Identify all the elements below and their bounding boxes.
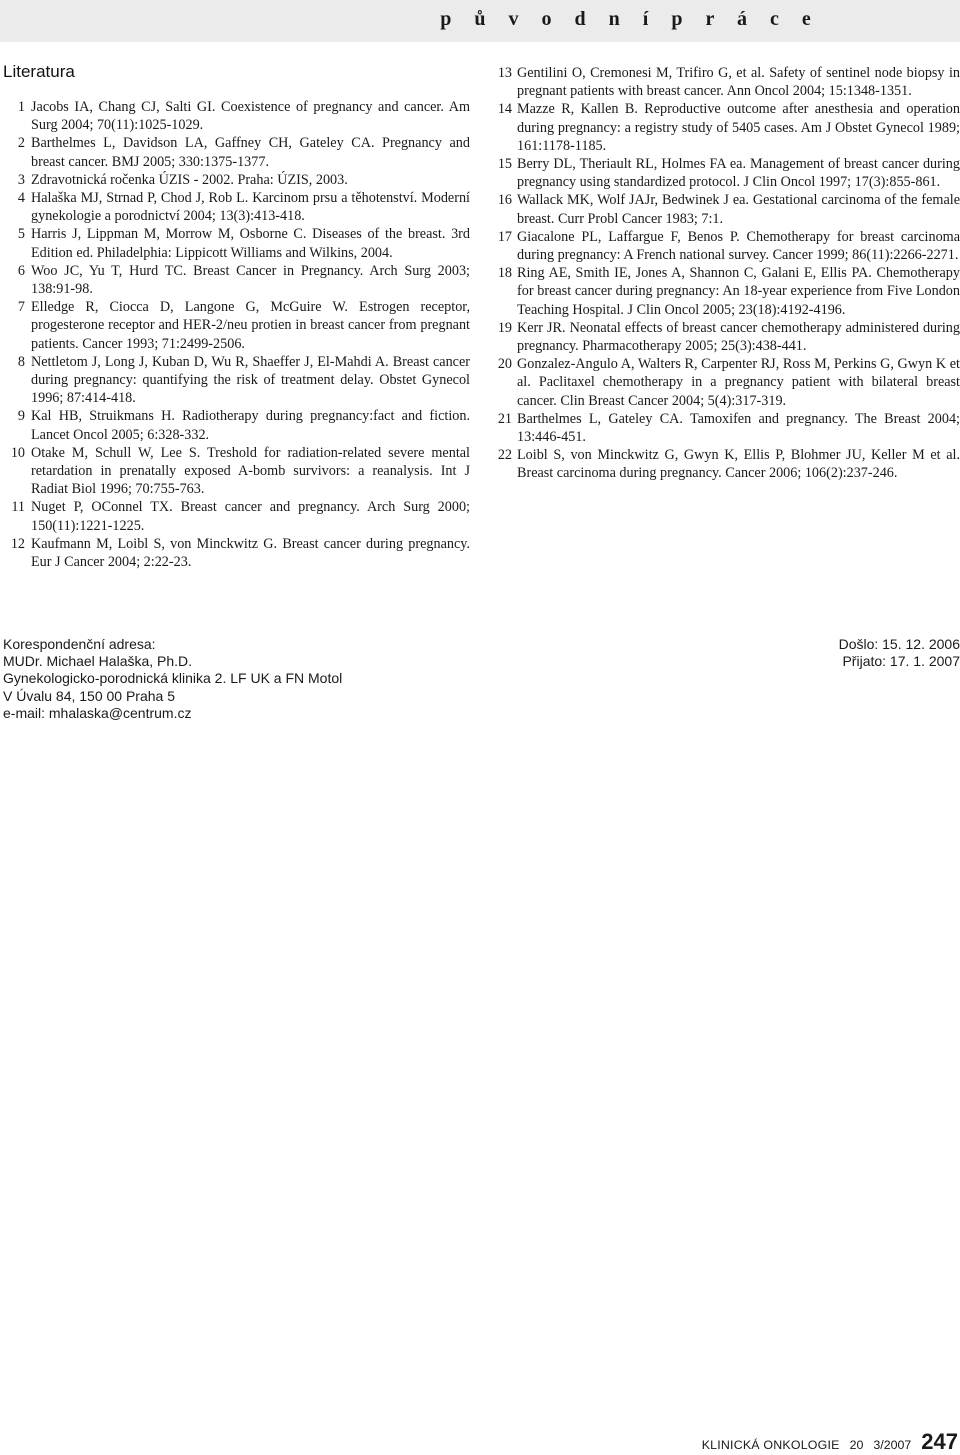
reference-item — [3, 98, 470, 134]
reference-text: Gentilini O, Cremonesi M, Trifiro G, et al. Safety of sentinel node biopsy in pregnant patients with breast cancer. Ann Oncol 2004; 15:1348-1351. — [517, 65, 960, 100]
reference-number: 6 — [17, 262, 25, 279]
reference-text: Mazze R, Kallen B. Reproductive outcome after anesthesia and operation during pregnancy: a registry study of 5405 cases. Am J Obstet Gynecol 1989; 161:1178-1185. — [517, 101, 960, 154]
reference-text: Wallack MK, Wolf JAJr, Bedwinek J ea. Gestational carcinoma of the female breast. Curr Probl Cancer 1983; 7:1. — [517, 192, 960, 227]
references-column-left — [3, 98, 470, 571]
reference-number: 18 — [497, 265, 512, 282]
reference-text: Elledge R, Ciocca D, Langone G, McGuire W. Estrogen receptor, progesterone receptor and HER-2/neu protien in breast cancer from pregnant patients. Cancer 1993; 71:2499-2506. — [31, 299, 470, 352]
reference-number: 4 — [17, 190, 25, 207]
author-institution: Gynekologicko-porodnická klinika 2. LF UK a FN Motol — [3, 670, 343, 687]
reference-number: 2 — [17, 135, 25, 152]
page-footer — [702, 1429, 958, 1455]
reference-item — [3, 225, 470, 261]
reference-item — [492, 228, 960, 264]
reference-number: 13 — [497, 65, 512, 81]
author-email: e-mail: mhalaska@centrum.cz — [3, 704, 192, 721]
reference-item — [3, 407, 470, 443]
reference-number: 15 — [497, 156, 512, 173]
reference-number: 5 — [17, 226, 25, 243]
reference-number: 7 — [17, 299, 25, 316]
correspondence-address — [3, 636, 603, 722]
reference-text: Nettletom J, Long J, Kuban D, Wu R, Shaeffer J, El-Mahdi A. Breast cancer during pregnancy: quantifying the risk of treatment delay. Obstet Gynecol 1996; 87:414-418. — [31, 353, 470, 407]
reference-item — [3, 444, 470, 499]
journal-name: KLINICKÁ ONKOLOGIE — [701, 1438, 840, 1452]
correspondence-label: Korespondenční adresa: — [3, 636, 156, 652]
author-address: V Úvalu 84, 150 00 Praha 5 — [3, 687, 176, 704]
reference-text: Otake M, Schull W, Lee S. Treshold for radiation-related severe mental retardation in prenatally exposed A-bomb survivors: a reanalysis. Int J Radiat Biol 1996; 70:755-763. — [31, 444, 470, 498]
author-name: MUDr. Michael Halaška, Ph.D. — [3, 653, 193, 670]
reference-item — [492, 410, 960, 446]
reference-number: 9 — [17, 408, 25, 425]
received-date: Došlo: 15. 12. 2006 — [838, 636, 960, 652]
reference-number: 1 — [17, 99, 25, 115]
references-heading: Literatura — [3, 62, 75, 81]
reference-item — [492, 264, 960, 319]
reference-text: Kerr JR. Neonatal effects of breast cancer chemotherapy administered during pregnancy. Pharmacotherapy 2005; 25(3):438-441. — [517, 319, 960, 355]
reference-number: 8 — [17, 353, 25, 370]
reference-text: Woo JC, Yu T, Hurd TC. Breast Cancer in Pregnancy. Arch Surg 2003; 138:91-98. — [31, 262, 470, 298]
reference-item — [3, 171, 470, 189]
reference-text: Kal HB, Struikmans H. Radiotherapy during pregnancy:fact and fiction. Lancet Oncol 2005; 6:328-332. — [31, 408, 470, 443]
reference-item — [3, 535, 470, 571]
reference-number: 11 — [11, 499, 25, 516]
reference-text: Halaška MJ, Strnad P, Chod J, Rob L. Karcinom prsu a těhotenství. Moderní gynekologie a porodnictví 2004; 13(3):413-418. — [31, 190, 470, 225]
reference-item — [492, 191, 960, 227]
reference-number: 20 — [497, 356, 512, 373]
reference-text: Zdravotnická ročenka ÚZIS - 2002. Praha: ÚZIS, 2003. — [31, 171, 348, 188]
reference-item — [492, 64, 960, 100]
manuscript-dates — [660, 636, 960, 670]
reference-number: 10 — [10, 444, 25, 461]
accepted-date: Přijato: 17. 1. 2007 — [842, 653, 960, 670]
reference-number: 19 — [497, 319, 512, 336]
page-number: 247 — [921, 1429, 958, 1454]
header-band — [0, 0, 960, 42]
reference-item — [3, 298, 470, 353]
reference-text: Jacobs IA, Chang CJ, Salti GI. Coexistence of pregnancy and cancer. Am Surg 2004; 70(11):1025-1029. — [31, 99, 470, 134]
reference-number: 12 — [10, 535, 25, 552]
reference-item — [492, 446, 960, 482]
reference-text: Loibl S, von Minckwitz G, Gwyn K, Ellis P, Blohmer JU, Keller M et al. Breast carcinoma during pregnancy. Cancer 2006; 106(2):237-246. — [517, 447, 960, 482]
reference-item — [3, 134, 470, 170]
reference-text: Ring AE, Smith IE, Jones A, Shannon C, Galani E, Ellis PA. Chemotherapy for breast cancer during pregnancy: An 18-year experience from Five London Teaching Hospital. J Clin Oncol 2005; 23(18):4192-4196. — [517, 265, 960, 318]
reference-item — [492, 100, 960, 155]
references-column-right — [492, 64, 960, 483]
reference-number: 17 — [497, 228, 512, 245]
reference-item — [3, 353, 470, 408]
reference-number: 22 — [497, 447, 512, 464]
reference-text: Kaufmann M, Loibl S, von Minckwitz G. Breast cancer during pregnancy. Eur J Cancer 2004; 2:22-23. — [31, 535, 470, 571]
journal-volume: 20 — [849, 1438, 864, 1452]
reference-item — [3, 498, 470, 534]
reference-item — [492, 155, 960, 191]
reference-number: 3 — [17, 171, 25, 188]
section-type-title: p ů v o d n í p r á c e — [440, 8, 820, 30]
reference-text: Harris J, Lippman M, Morrow M, Osborne C. Diseases of the breast. 3rd Edition ed. Philadelphia: Lippicott Williams and Wilkins, 2004. — [31, 226, 470, 261]
reference-number: 16 — [497, 192, 512, 209]
reference-text: Gonzalez-Angulo A, Walters R, Carpenter RJ, Ross M, Perkins G, Gwyn K et al. Paclitaxel chemotherapy in a pregnancy patient with bilateral breast cancer. Clin Breast Cancer 2004; 5(4):317-319. — [517, 356, 960, 409]
reference-item — [492, 319, 960, 355]
reference-number: 21 — [497, 410, 512, 427]
reference-text: Berry DL, Theriault RL, Holmes FA ea. Management of breast cancer during pregnancy using standardized protocol. J Clin Oncol 1997; 17(3):855-861. — [517, 156, 960, 191]
reference-item — [3, 262, 470, 298]
reference-item — [3, 189, 470, 225]
reference-text: Barthelmes L, Gateley CA. Tamoxifen and pregnancy. The Breast 2004; 13:446-451. — [517, 410, 960, 446]
reference-text: Giacalone PL, Laffargue F, Benos P. Chemotherapy for breast carcinoma during pregnancy: A French national survey. Cancer 1999; 86(11):2266-2271. — [517, 228, 960, 264]
reference-number: 14 — [497, 101, 512, 118]
reference-text: Barthelmes L, Davidson LA, Gaffney CH, Gateley CA. Pregnancy and breast cancer. BMJ 2005; 330:1375-1377. — [31, 135, 470, 170]
reference-text: Nuget P, OConnel TX. Breast cancer and pregnancy. Arch Surg 2000; 150(11):1221-1225. — [31, 499, 470, 534]
journal-issue: 3/2007 — [873, 1438, 912, 1452]
reference-item — [492, 355, 960, 410]
